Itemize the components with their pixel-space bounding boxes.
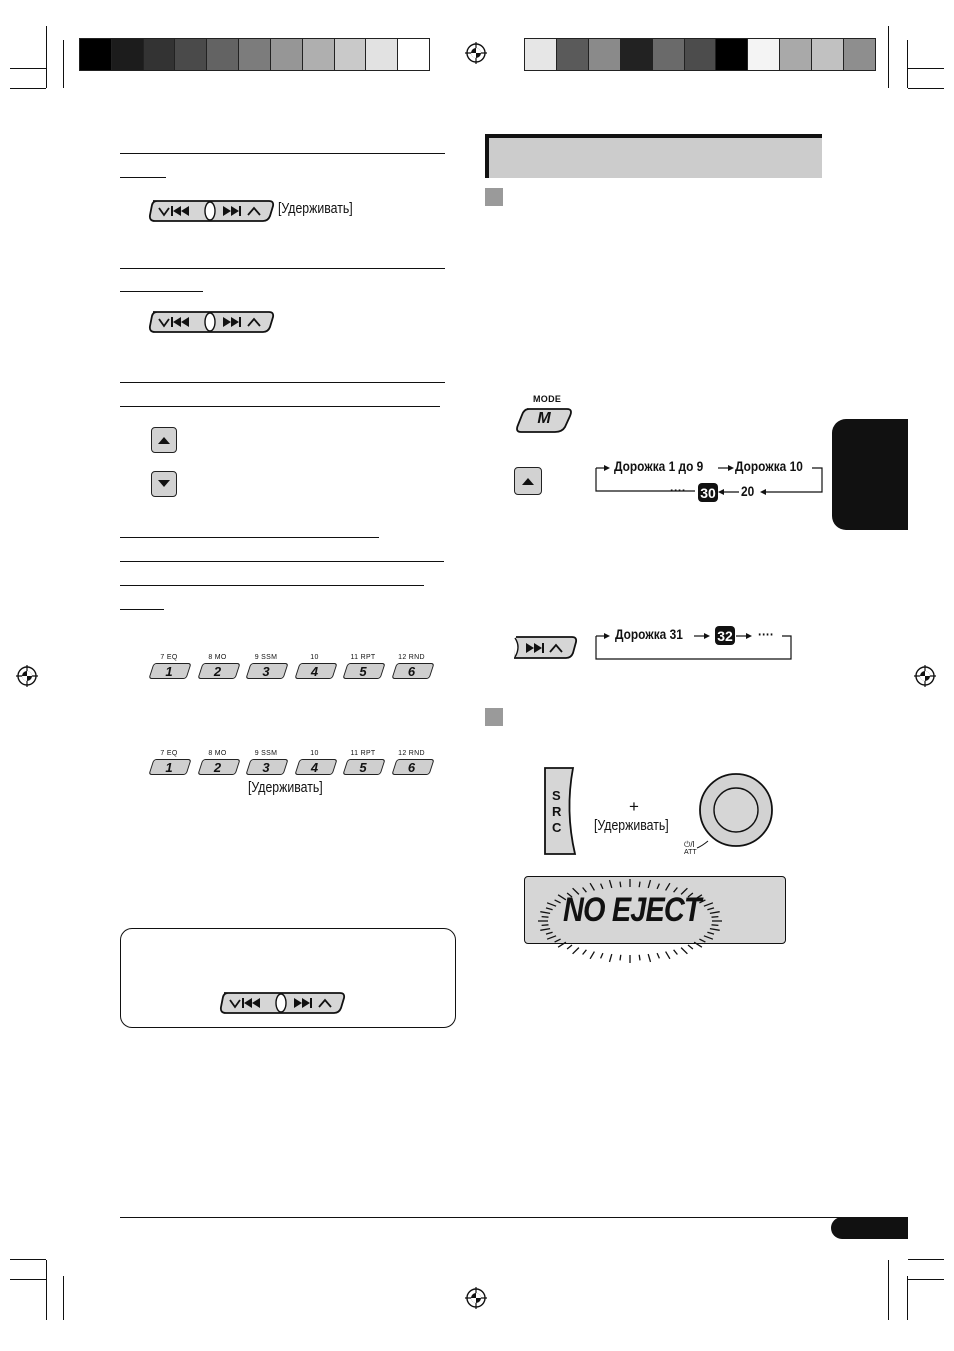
heading-underline xyxy=(120,291,203,292)
src-letter-c: C xyxy=(552,820,562,835)
preset-number: 3 xyxy=(262,760,270,775)
heading-underline xyxy=(120,406,440,407)
down-arrow-icon xyxy=(157,479,171,489)
page-number-tab xyxy=(831,1217,908,1239)
flow-a-mid: 20 xyxy=(741,483,755,499)
burst-ray xyxy=(567,945,572,949)
burst-ray xyxy=(573,948,579,954)
flow-a-next: Дорожка 10 xyxy=(735,458,803,474)
burst-ray xyxy=(620,882,621,888)
registration-mark-icon xyxy=(465,42,487,64)
preset-caption: 7 EQ xyxy=(160,654,178,661)
section-rule xyxy=(120,382,445,383)
burst-ray xyxy=(707,908,714,910)
language-side-tab xyxy=(832,419,908,530)
up-button[interactable] xyxy=(514,467,542,495)
burst-ray xyxy=(610,880,612,888)
mode-caption: MODE xyxy=(533,394,562,404)
burst-ray xyxy=(555,900,561,903)
flow-b-start: Дорожка 31 xyxy=(615,626,683,642)
burst-ray xyxy=(540,929,550,931)
skip-rocker-button[interactable] xyxy=(218,991,346,1015)
burst-ray xyxy=(542,925,549,926)
step-marker xyxy=(485,708,503,726)
burst-ray xyxy=(542,917,549,918)
preset-number: 4 xyxy=(310,760,319,775)
registration-mark-icon xyxy=(16,665,38,687)
burst-ray xyxy=(666,952,670,959)
color-calibration-bar-left xyxy=(79,38,430,71)
color-swatch xyxy=(239,39,271,70)
skip-forward-button[interactable] xyxy=(512,635,578,661)
color-swatch xyxy=(207,39,239,70)
burst-ray xyxy=(712,917,719,918)
preset-number: 2 xyxy=(213,760,222,775)
burst-ray xyxy=(648,954,650,962)
registration-mark-icon xyxy=(465,1287,487,1309)
burst-ray xyxy=(710,929,720,931)
preset-caption: 7 EQ xyxy=(160,750,178,757)
color-swatch xyxy=(812,39,844,70)
preset-caption: 8 MO xyxy=(208,654,227,661)
burst-ray xyxy=(639,955,640,961)
burst-ray xyxy=(674,950,678,955)
burst-ray xyxy=(681,948,687,954)
burst-ray xyxy=(558,942,566,947)
color-swatch xyxy=(748,39,780,70)
flow-b-badge: 32 xyxy=(715,626,735,645)
section-header-bar xyxy=(485,134,822,178)
burst-ray xyxy=(546,908,553,910)
preset-number: 6 xyxy=(407,760,416,775)
section-rule xyxy=(120,153,445,154)
mode-letter: M xyxy=(537,410,551,427)
mode-button[interactable] xyxy=(515,407,573,434)
burst-ray xyxy=(555,939,561,942)
power-volume-knob[interactable] xyxy=(698,772,774,848)
preset-caption: 10 xyxy=(310,750,319,757)
hold-label: [Удерживать] xyxy=(278,200,353,217)
preset-caption: 9 SSM xyxy=(254,750,278,757)
burst-ray xyxy=(688,945,693,949)
burst-ray xyxy=(699,939,705,942)
color-swatch xyxy=(271,39,303,70)
color-swatch xyxy=(366,39,398,70)
burst-ray xyxy=(707,932,714,934)
burst-ray xyxy=(540,912,550,914)
up-button[interactable] xyxy=(151,427,177,453)
color-swatch xyxy=(303,39,335,70)
preset-number: 5 xyxy=(359,664,367,679)
burst-ray xyxy=(704,936,713,939)
footer-rule xyxy=(120,1217,908,1218)
burst-ray xyxy=(590,883,594,890)
registration-mark-icon xyxy=(914,665,936,687)
burst-ray xyxy=(547,936,556,939)
color-swatch xyxy=(112,39,144,70)
burst-ray xyxy=(583,950,587,955)
preset-caption: 8 MO xyxy=(208,750,227,757)
burst-ray xyxy=(648,880,650,888)
flow-a-start: Дорожка 1 до 9 xyxy=(614,458,704,474)
burst-ray xyxy=(547,903,556,906)
preset-caption: 9 SSM xyxy=(254,654,278,661)
lcd-display xyxy=(524,876,786,944)
color-swatch xyxy=(557,39,589,70)
preset-number: 4 xyxy=(310,664,319,679)
color-swatch xyxy=(80,39,112,70)
burst-ray xyxy=(657,884,659,889)
flow-a-badge: 30 xyxy=(698,483,718,502)
att-label: ATT xyxy=(684,849,697,856)
heading-underline xyxy=(120,585,424,586)
up-arrow-icon xyxy=(157,435,171,445)
color-calibration-bar-right xyxy=(524,38,876,71)
src-letter-s: S xyxy=(552,788,561,803)
preset-caption: 11 RPT xyxy=(350,750,376,757)
skip-rocker-button[interactable] xyxy=(147,199,275,223)
color-swatch xyxy=(844,39,875,70)
preset-number: 2 xyxy=(213,664,222,679)
burst-ray xyxy=(712,925,719,926)
burst-ray xyxy=(546,932,553,934)
heading-underline xyxy=(120,609,164,610)
heading-underline xyxy=(120,177,166,178)
hold-label: [Удерживать] xyxy=(594,817,669,834)
preset-caption: 12 RND xyxy=(398,654,425,661)
burst-ray xyxy=(666,883,670,890)
color-swatch xyxy=(398,39,429,70)
src-letter-r: R xyxy=(552,804,562,819)
burst-ray xyxy=(601,953,603,958)
burst-ray xyxy=(710,912,720,914)
burst-ray xyxy=(601,884,603,889)
color-swatch xyxy=(653,39,685,70)
down-button[interactable] xyxy=(151,471,177,497)
preset-number: 5 xyxy=(359,760,367,775)
preset-number: 1 xyxy=(165,664,173,679)
power-label: ⏻/I xyxy=(684,840,695,849)
color-swatch xyxy=(716,39,748,70)
src-button[interactable] xyxy=(543,766,579,856)
flow-a-dots: ···· xyxy=(670,482,686,498)
color-swatch xyxy=(780,39,812,70)
skip-rocker-button[interactable] xyxy=(147,310,275,334)
burst-ray xyxy=(610,954,612,962)
burst-ray xyxy=(590,952,594,959)
burst-ray xyxy=(704,903,713,906)
color-swatch xyxy=(175,39,207,70)
color-swatch xyxy=(525,39,557,70)
preset-number: 3 xyxy=(262,664,270,679)
preset-number: 6 xyxy=(407,664,416,679)
preset-number: 1 xyxy=(165,760,173,775)
knob-pointer xyxy=(696,840,710,850)
burst-ray xyxy=(620,955,621,961)
heading-underline xyxy=(120,537,379,538)
flow-b-dots: ···· xyxy=(758,626,774,642)
color-swatch xyxy=(621,39,653,70)
section-rule xyxy=(120,268,445,269)
color-swatch xyxy=(685,39,717,70)
preset-caption: 10 xyxy=(310,654,319,661)
heading-underline xyxy=(120,561,444,562)
preset-caption: 11 RPT xyxy=(350,654,376,661)
color-swatch xyxy=(144,39,176,70)
up-arrow-icon xyxy=(521,476,535,486)
color-swatch xyxy=(589,39,621,70)
burst-ray xyxy=(694,942,702,947)
display-text: NO EJECT xyxy=(563,891,701,929)
burst-ray xyxy=(639,882,640,888)
preset-caption: 12 RND xyxy=(398,750,425,757)
color-swatch xyxy=(335,39,367,70)
burst-ray xyxy=(657,953,659,958)
step-marker xyxy=(485,188,503,206)
plus-sign: + xyxy=(629,797,639,816)
hold-label: [Удерживать] xyxy=(248,779,323,796)
